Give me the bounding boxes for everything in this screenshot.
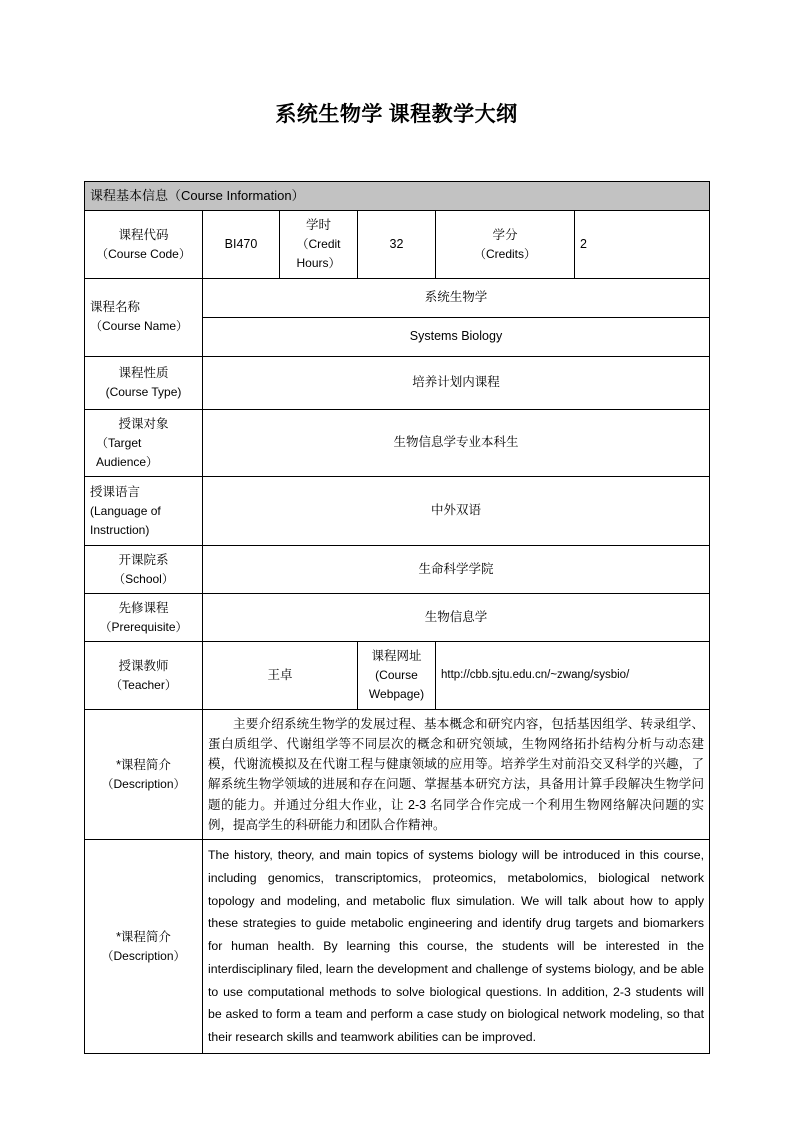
label-course-webpage-en-2: Webpage) — [368, 687, 425, 702]
label-course-code-en: （Course Code） — [96, 246, 191, 261]
label-language — [85, 476, 203, 545]
label-prerequisite-cn: 先修课程 — [118, 601, 169, 616]
value-description-en: The history, theory, and main topics of systems biology will be introduced in this course, including genomics, transcriptomics, proteomics, metabolomics, biological network topology and modeling, and metabolic flux simulation. We will talk about how to apply these strategies to guide metabolic engineering and identify drug targets and biomarkers for human health. By learning this course, the students will be interested in the interdisciplinary filed, learn the development and challenge of systems biology, and be able to use computational methods to solve biological questions. In addition, 2-3 students will be asked to form a team and perform a case study on biological network modeling, so that their research skills and teamwork abilities can be improved. — [203, 840, 710, 1054]
label-teacher-cn: 授课教师 — [118, 658, 169, 673]
label-description-en-zh: *课程简介 — [116, 929, 171, 944]
label-language-cn: 授课语言 — [90, 484, 141, 499]
table-row-description-en — [85, 840, 710, 1054]
label-target-audience — [85, 409, 203, 476]
label-description-en-en: （Description） — [101, 948, 186, 963]
label-description-cn-zh: *课程简介 — [116, 757, 171, 772]
value-course-code: BI470 — [203, 211, 280, 278]
value-course-name-cn: 系统生物学 — [203, 278, 710, 317]
label-target-audience-en-1: （Target — [96, 435, 142, 450]
value-target-audience: 生物信息学专业本科生 — [203, 409, 710, 476]
value-description-cn: 主要介绍系统生物学的发展过程、基本概念和研究内容，包括基因组学、转录组学、蛋白质组学、代谢组学等不同层次的概念和研究领域，生物网络拓扑结构分析与动态建模，代谢流模拟及在代谢工程与健康领域的应用等。培养学生对前沿交叉科学的兴趣，了解系统生物学领域的进展和存在问题、掌握基本研究方法，具备用计算手段解决生物学问题的能力。并通过分组大作业，让 2-3 名同学合作完成一个利用生物网络解决问题的实例，提高学生的科研能力和团队合作精神。 — [203, 709, 710, 840]
label-course-webpage — [358, 642, 436, 709]
table-row-teacher-webpage — [85, 642, 710, 709]
value-credit-hours: 32 — [358, 211, 436, 278]
label-language-en-1: (Language of — [90, 503, 161, 518]
table-row-code-hours-credits — [85, 211, 710, 278]
label-course-name-en: （Course Name） — [90, 319, 189, 334]
label-prerequisite — [85, 594, 203, 642]
table-row-course-type — [85, 356, 710, 409]
table-row-description-cn — [85, 709, 710, 840]
table-row-target-audience — [85, 409, 710, 476]
label-target-audience-en-2: Audience） — [96, 454, 159, 469]
table-row-prerequisite — [85, 594, 710, 642]
table-header-row — [85, 182, 710, 211]
label-credits — [436, 211, 575, 278]
value-school: 生命科学学院 — [203, 545, 710, 593]
label-course-code — [85, 211, 203, 278]
value-prerequisite: 生物信息学 — [203, 594, 710, 642]
value-course-webpage-url[interactable]: http://cbb.sjtu.edu.cn/~zwang/sysbio/ — [436, 642, 710, 709]
label-course-name — [85, 278, 203, 356]
label-credit-hours — [280, 211, 358, 278]
course-information-table-wrapper — [84, 181, 709, 1054]
label-course-webpage-en-1: (Course — [375, 668, 418, 683]
label-course-type-cn: 课程性质 — [118, 365, 169, 380]
label-description-en — [85, 840, 203, 1054]
label-school-en: （School） — [113, 571, 174, 586]
label-course-type-en: (Course Type) — [105, 384, 182, 399]
label-credit-hours-cn: 学时 — [305, 218, 331, 233]
label-target-audience-cn: 授课对象 — [118, 416, 169, 431]
label-teacher-en: （Teacher） — [110, 677, 177, 692]
label-school-cn: 开课院系 — [118, 552, 169, 567]
label-course-type — [85, 356, 203, 409]
value-language: 中外双语 — [203, 476, 710, 545]
label-course-webpage-cn: 课程网址 — [371, 649, 422, 664]
label-description-cn-en: （Description） — [101, 776, 186, 791]
label-school — [85, 545, 203, 593]
label-prerequisite-en: （Prerequisite） — [99, 620, 188, 635]
course-information-table — [84, 181, 710, 1054]
course-information-header: 课程基本信息（Course Information） — [85, 182, 710, 211]
page-title: 系统生物学 课程教学大纲 — [275, 102, 518, 126]
label-credits-cn: 学分 — [492, 227, 518, 242]
label-course-code-cn: 课程代码 — [118, 227, 169, 242]
label-credits-en: （Credits） — [473, 246, 536, 261]
label-description-cn — [85, 709, 203, 840]
label-language-en-2: Instruction) — [90, 522, 150, 537]
label-credit-hours-en-1: （Credit — [296, 237, 341, 252]
table-row-language — [85, 476, 710, 545]
value-course-type: 培养计划内课程 — [203, 356, 710, 409]
value-course-name-en: Systems Biology — [203, 317, 710, 356]
table-row-school — [85, 545, 710, 593]
label-teacher — [85, 642, 203, 709]
label-course-name-cn: 课程名称 — [90, 300, 141, 315]
value-credits: 2 — [575, 211, 710, 278]
label-credit-hours-en-2: Hours） — [296, 256, 341, 271]
value-teacher: 王卓 — [203, 642, 358, 709]
table-row-course-name-cn — [85, 278, 710, 317]
